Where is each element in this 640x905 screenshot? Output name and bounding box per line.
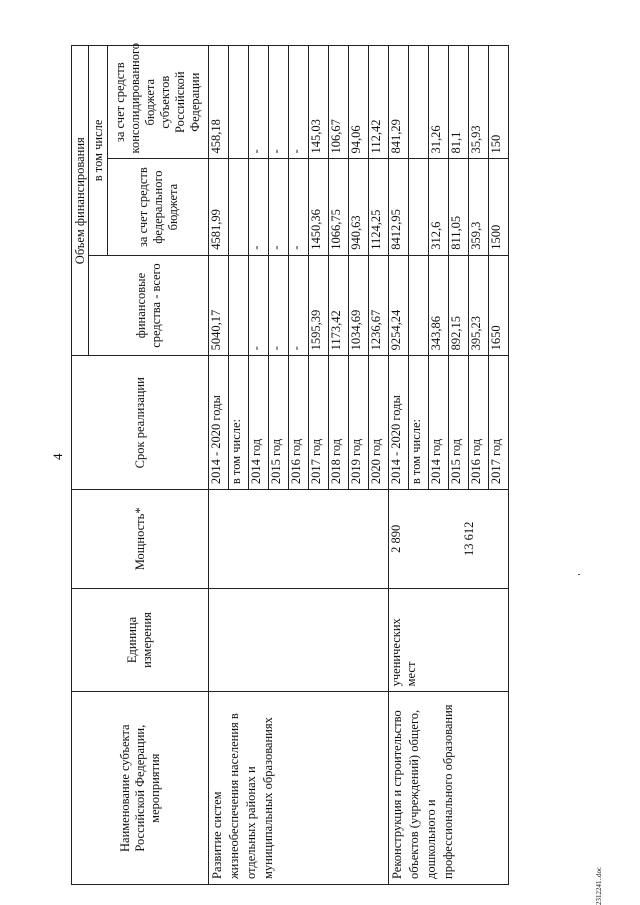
header-term: Срок реализации (72, 356, 209, 490)
scan-mark (578, 574, 580, 575)
header-unit: Единица измерения (72, 588, 209, 692)
regional-cell: 458,18 (209, 46, 229, 159)
term-cell: 2020 год (369, 356, 389, 490)
measure-name: Реконструкция и строительство объектов (учреждений) общего, дошкольного и профессионального образования (389, 692, 509, 885)
term-cell: 2014 - 2020 годы (389, 356, 409, 490)
term-cell: 2017 год (309, 356, 329, 490)
total-cell (229, 255, 249, 356)
regional-cell: 150 (489, 46, 509, 159)
header-federal: за счет средств федерального бюджета (108, 159, 209, 255)
total-cell: - (249, 255, 269, 356)
term-cell: 2019 год (349, 356, 369, 490)
term-cell: 2014 - 2020 годы (209, 356, 229, 490)
header-regional: за счет средств консолидированного бюджета субъектов Российской Федерации (108, 46, 209, 159)
regional-cell: 94,06 (349, 46, 369, 159)
term-cell: 2015 год (269, 356, 289, 490)
header-name: Наименование субъекта Российской Федерации, мероприятия (72, 692, 209, 885)
regional-cell: - (249, 46, 269, 159)
term-cell: 2017 год (489, 356, 509, 490)
total-cell: 1034,69 (349, 255, 369, 356)
term-cell: 2014 год (249, 356, 269, 490)
table-row (389, 46, 409, 885)
regional-cell: 112,42 (369, 46, 389, 159)
regional-cell: 106,67 (329, 46, 349, 159)
regional-cell: 31,26 (429, 46, 449, 159)
federal-cell: 1124,25 (369, 159, 389, 255)
total-cell: - (269, 255, 289, 356)
table-body (209, 46, 509, 885)
measure-power-value: 2 890 (389, 524, 403, 553)
total-cell: 5040,17 (209, 255, 229, 356)
financing-table-frame (71, 42, 564, 885)
federal-cell: 1500 (489, 159, 509, 255)
measure-power-extra: 13 612 (462, 521, 476, 557)
table-row (209, 46, 229, 885)
term-cell: в том числе: (409, 356, 429, 490)
federal-cell (229, 159, 249, 255)
total-cell: 1173,42 (329, 255, 349, 356)
term-cell: 2014 год (429, 356, 449, 490)
measure-unit: ученических мест (389, 588, 509, 692)
total-cell: 9254,24 (389, 255, 409, 356)
financing-table (71, 42, 509, 885)
term-cell: в том числе: (229, 356, 249, 490)
term-cell: 2016 год (469, 356, 489, 490)
regional-cell: 145,03 (309, 46, 329, 159)
federal-cell: - (249, 159, 269, 255)
total-cell (409, 255, 429, 356)
federal-cell: 4581,99 (209, 159, 229, 255)
header-total: финансовые средства - всего (89, 255, 209, 356)
federal-cell: 8412,95 (389, 159, 409, 255)
measure-power (389, 490, 509, 588)
page-number: 4 (50, 453, 65, 460)
regional-cell: - (289, 46, 309, 159)
total-cell: 343,86 (429, 255, 449, 356)
document-reference: 2312241..doc (595, 866, 603, 905)
header-financing: Объем финансирования (72, 46, 89, 356)
federal-cell: 940,63 (349, 159, 369, 255)
term-cell: 2018 год (329, 356, 349, 490)
regional-cell: 81,1 (449, 46, 469, 159)
federal-cell: 1066,75 (329, 159, 349, 255)
federal-cell: 359,3 (469, 159, 489, 255)
regional-cell (409, 46, 429, 159)
regional-cell (229, 46, 249, 159)
regional-cell: 35,93 (469, 46, 489, 159)
term-cell: 2015 год (449, 356, 469, 490)
total-cell: - (289, 255, 309, 356)
total-cell: 1650 (489, 255, 509, 356)
header-power: Мощность* (72, 490, 209, 588)
measure-name: Развитие систем жизнеобеспечения населения в отдельных районах и муниципальных образованиях (209, 692, 389, 885)
total-cell: 395,23 (469, 255, 489, 356)
federal-cell (409, 159, 429, 255)
measure-power (209, 490, 389, 588)
term-cell: 2016 год (289, 356, 309, 490)
measure-unit (209, 588, 389, 692)
federal-cell: 811,05 (449, 159, 469, 255)
regional-cell: - (269, 46, 289, 159)
federal-cell: 1450,36 (309, 159, 329, 255)
federal-cell: - (289, 159, 309, 255)
total-cell: 892,15 (449, 255, 469, 356)
regional-cell: 841,29 (389, 46, 409, 159)
total-cell: 1595,39 (309, 255, 329, 356)
federal-cell: 312,6 (429, 159, 449, 255)
header-including: в том числе (89, 46, 108, 256)
total-cell: 1236,67 (369, 255, 389, 356)
federal-cell: - (269, 159, 289, 255)
